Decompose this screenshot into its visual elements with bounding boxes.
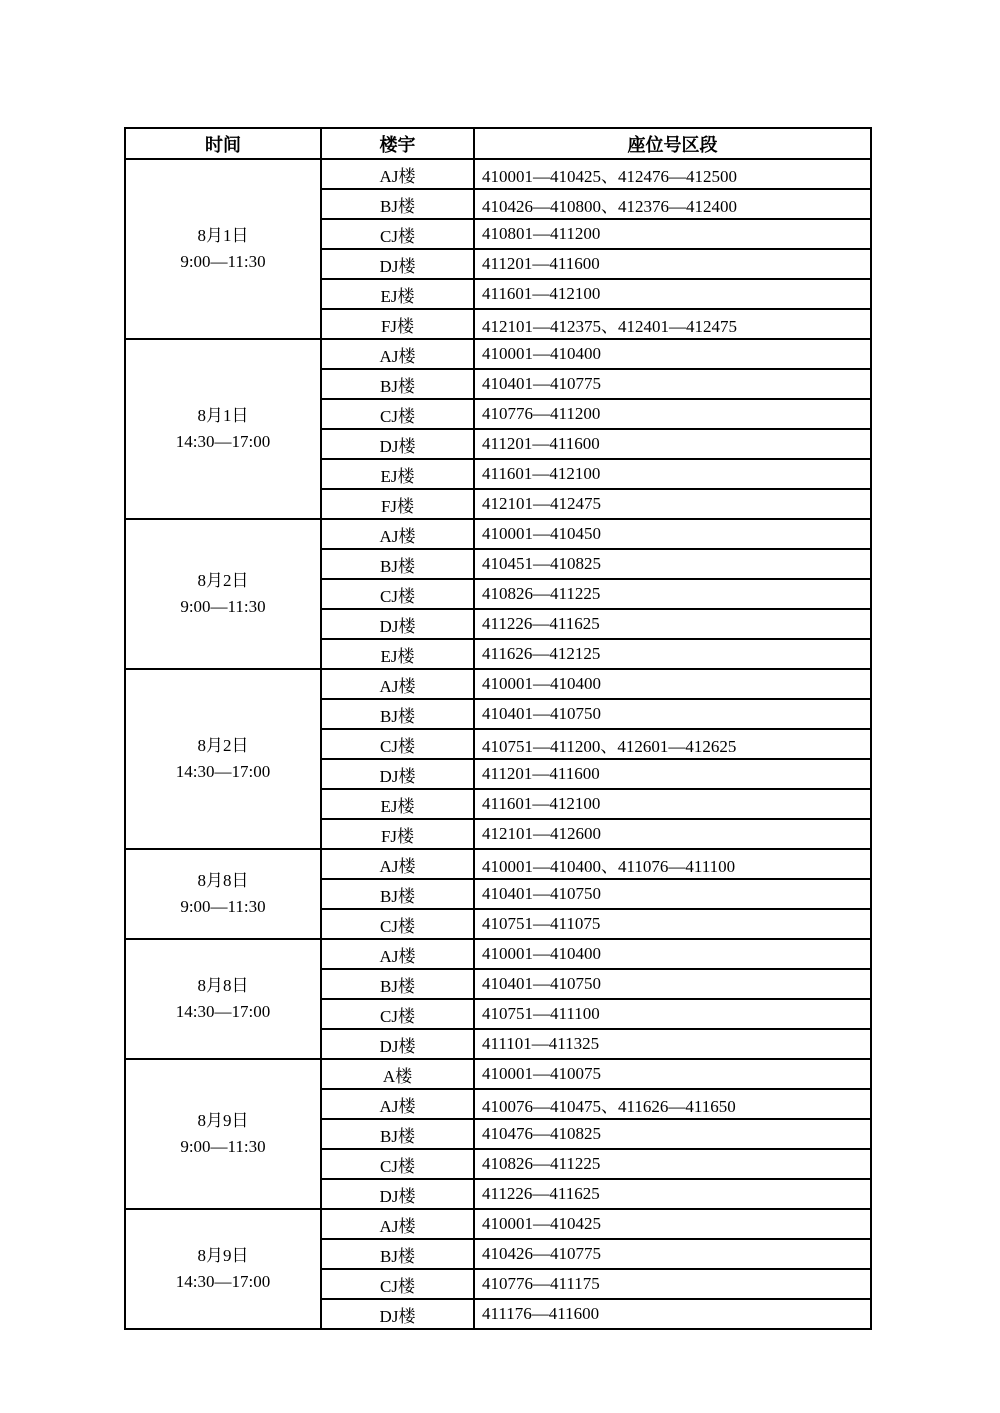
time-cell [125,1059,321,1209]
seat-range-cell: 410426—410800、412376—412400 [474,189,871,219]
building-cell: CJ楼 [321,999,474,1029]
date-text: 8月1日 [197,226,249,245]
building-cell: CJ楼 [321,909,474,939]
seat-range-cell: 410451—410825 [474,549,871,579]
seat-range-cell: 410426—410775 [474,1239,871,1269]
building-cell: BJ楼 [321,969,474,999]
seat-range-cell: 410076—410475、411626—411650 [474,1089,871,1119]
time-cell [125,849,321,939]
seat-range-cell: 410001—410400 [474,669,871,699]
building-cell: DJ楼 [321,249,474,279]
seat-range-cell: 410001—410425、412476—412500 [474,159,871,189]
building-cell: A楼 [321,1059,474,1089]
seat-range-cell: 411201—411600 [474,429,871,459]
seat-range-cell: 410826—411225 [474,1149,871,1179]
time-cell [125,669,321,849]
seat-range-cell: 410776—411175 [474,1269,871,1299]
seat-range-cell: 411601—412100 [474,459,871,489]
time-text: 14:30—17:00 [175,1002,271,1021]
header-building: 楼宇 [321,128,474,159]
building-cell: CJ楼 [321,219,474,249]
building-cell: DJ楼 [321,759,474,789]
seat-range-cell: 410001—410075 [474,1059,871,1089]
seat-range-cell: 410801—411200 [474,219,871,249]
building-cell: DJ楼 [321,609,474,639]
building-cell: EJ楼 [321,639,474,669]
date-text: 8月1日 [197,406,249,425]
table-row [125,1209,871,1239]
seat-range-cell: 410401—410750 [474,879,871,909]
seat-range-cell: 411201—411600 [474,249,871,279]
date-text: 8月2日 [197,736,249,755]
building-cell: BJ楼 [321,189,474,219]
seat-range-cell: 410826—411225 [474,579,871,609]
date-text: 8月8日 [197,871,249,890]
date-text: 8月9日 [197,1111,249,1130]
time-text: 14:30—17:00 [175,432,271,451]
building-cell: BJ楼 [321,369,474,399]
building-cell: BJ楼 [321,879,474,909]
building-cell: CJ楼 [321,1269,474,1299]
building-cell: BJ楼 [321,1239,474,1269]
time-text: 14:30—17:00 [175,762,271,781]
seat-range-cell: 412101—412375、412401—412475 [474,309,871,339]
building-cell: AJ楼 [321,849,474,879]
seat-range-cell: 410001—410450 [474,519,871,549]
building-cell: AJ楼 [321,519,474,549]
seat-range-cell: 410001—410400 [474,339,871,369]
time-text: 9:00—11:30 [180,897,266,916]
seat-range-cell: 411226—411625 [474,1179,871,1209]
building-cell: FJ楼 [321,309,474,339]
seat-range-cell: 410751—411100 [474,999,871,1029]
seat-range-cell: 410001—410400、411076—411100 [474,849,871,879]
seat-range-cell: 410751—411075 [474,909,871,939]
time-cell [125,1209,321,1329]
building-cell: CJ楼 [321,1149,474,1179]
building-cell: AJ楼 [321,159,474,189]
seat-range-cell: 410751—411200、412601—412625 [474,729,871,759]
seat-range-cell: 410401—410775 [474,369,871,399]
building-cell: BJ楼 [321,1119,474,1149]
building-cell: AJ楼 [321,939,474,969]
building-cell: AJ楼 [321,339,474,369]
building-cell: EJ楼 [321,789,474,819]
seat-range-cell: 411601—412100 [474,789,871,819]
building-cell: FJ楼 [321,489,474,519]
time-text: 9:00—11:30 [180,597,266,616]
time-text: 9:00—11:30 [180,1137,266,1156]
header-time: 时间 [125,128,321,159]
building-cell: DJ楼 [321,429,474,459]
seat-range-cell: 411226—411625 [474,609,871,639]
time-cell [125,939,321,1059]
table-row [125,519,871,549]
schedule-table-body [125,159,871,1329]
building-cell: CJ楼 [321,579,474,609]
seat-range-cell: 410001—410425 [474,1209,871,1239]
building-cell: FJ楼 [321,819,474,849]
table-row [125,159,871,189]
seat-range-cell: 410001—410400 [474,939,871,969]
building-cell: AJ楼 [321,1089,474,1119]
building-cell: EJ楼 [321,279,474,309]
seat-range-cell: 412101—412475 [474,489,871,519]
table-row [125,1059,871,1089]
table-row [125,339,871,369]
seat-range-cell: 410401—410750 [474,699,871,729]
time-cell [125,519,321,669]
seat-range-cell: 410401—410750 [474,969,871,999]
building-cell: CJ楼 [321,399,474,429]
table-row [125,939,871,969]
table-header [125,128,871,159]
date-text: 8月8日 [197,976,249,995]
seat-range-cell: 411201—411600 [474,759,871,789]
time-text: 9:00—11:30 [180,252,266,271]
seat-range-cell: 412101—412600 [474,819,871,849]
building-cell: DJ楼 [321,1179,474,1209]
building-cell: EJ楼 [321,459,474,489]
date-text: 8月2日 [197,571,249,590]
building-cell: CJ楼 [321,729,474,759]
building-cell: BJ楼 [321,549,474,579]
building-cell: DJ楼 [321,1029,474,1059]
seat-range-cell: 411176—411600 [474,1299,871,1329]
date-text: 8月9日 [197,1246,249,1265]
time-text: 14:30—17:00 [175,1272,271,1291]
building-cell: AJ楼 [321,1209,474,1239]
table-row [125,669,871,699]
seat-range-cell: 410476—410825 [474,1119,871,1149]
time-cell [125,159,321,339]
header-seat-range: 座位号区段 [474,128,871,159]
time-cell [125,339,321,519]
schedule-table [124,127,872,1330]
table-row [125,849,871,879]
seat-range-cell: 411601—412100 [474,279,871,309]
header-row [125,128,871,159]
building-cell: DJ楼 [321,1299,474,1329]
seat-range-cell: 410776—411200 [474,399,871,429]
seat-range-cell: 411101—411325 [474,1029,871,1059]
building-cell: BJ楼 [321,699,474,729]
seat-range-cell: 411626—412125 [474,639,871,669]
building-cell: AJ楼 [321,669,474,699]
